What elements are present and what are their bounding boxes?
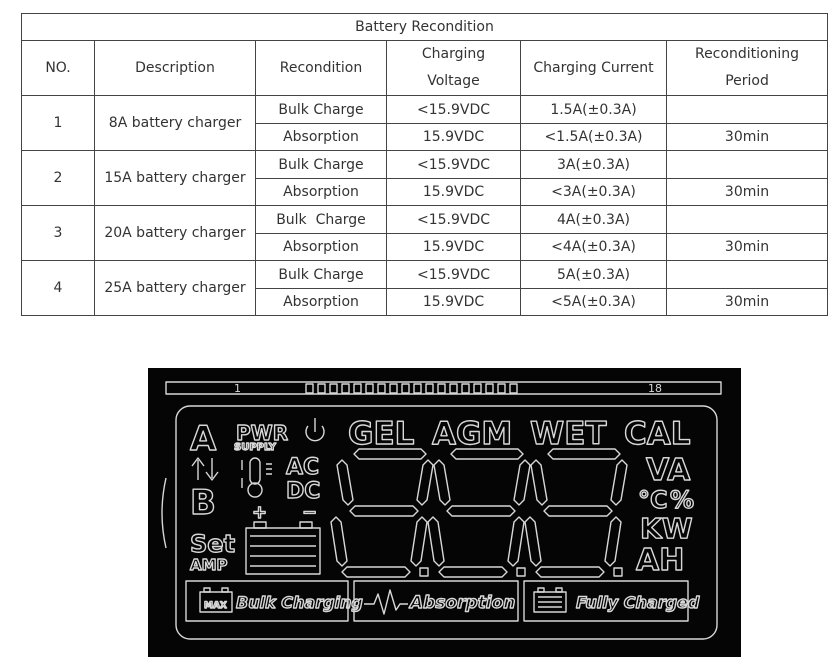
cell-voltage: <15.9VDC — [387, 151, 521, 179]
digit-segment — [447, 506, 515, 516]
row-no: 1 — [22, 96, 95, 151]
level-bar-segment — [318, 384, 325, 393]
cell-current: 5A(±0.3A) — [521, 261, 667, 289]
power-icon — [306, 418, 324, 441]
level-bar-segment — [438, 384, 445, 393]
label-kw: KW — [640, 512, 693, 545]
cell-current: <5A(±0.3A) — [521, 289, 667, 316]
cell-period — [667, 206, 828, 234]
level-bar-segment — [402, 384, 409, 393]
table-row — [22, 261, 828, 289]
digit-segment — [417, 460, 433, 505]
row-description: 20A battery charger — [95, 206, 256, 261]
label-va: VA — [646, 453, 691, 488]
table-row — [22, 96, 828, 124]
digit-segment — [411, 517, 427, 566]
cell-voltage: <15.9VDC — [387, 96, 521, 124]
row-no: 2 — [22, 151, 95, 206]
cell-current: <4A(±0.3A) — [521, 234, 667, 261]
table-row — [22, 151, 828, 179]
cell-recondition: Bulk Charge — [256, 261, 387, 289]
cell-recondition: Bulk Charge — [256, 151, 387, 179]
bar-start-label: 1 — [234, 382, 241, 395]
level-bar-segment — [342, 384, 349, 393]
digit-segment — [525, 517, 541, 566]
header-reconditioning-period: Reconditioning Period — [667, 41, 828, 96]
level-bar-segment — [498, 384, 505, 393]
digit-segment — [611, 460, 627, 505]
cell-recondition: Absorption — [256, 179, 387, 206]
swap-arrows-icon — [192, 458, 218, 480]
lcd-display — [148, 368, 741, 657]
level-bar-segment — [306, 384, 313, 393]
level-bar-segment — [450, 384, 457, 393]
battery-minus: − — [302, 502, 318, 523]
label-ah: AH — [636, 543, 685, 578]
cell-period: 30min — [667, 179, 828, 206]
cell-period — [667, 96, 828, 124]
cell-period — [667, 261, 828, 289]
level-bar-segments — [306, 384, 517, 393]
cell-period — [667, 151, 828, 179]
label-pwr: PWR — [236, 421, 289, 445]
digit-segment — [536, 567, 604, 577]
cell-current: 1.5A(±0.3A) — [521, 96, 667, 124]
label-wet: WET — [530, 416, 607, 452]
digit-segment — [428, 517, 444, 566]
row-description: 8A battery charger — [95, 96, 256, 151]
battery-plus: + — [252, 502, 268, 523]
digit-segment — [434, 460, 450, 505]
label-ac: AC — [286, 455, 320, 480]
row-description: 25A battery charger — [95, 261, 256, 316]
bar-end-label: 18 — [648, 382, 662, 395]
header-charging-current: Charging Current — [521, 41, 667, 96]
full-battery-icon — [534, 588, 566, 612]
digit-segment — [342, 567, 410, 577]
label-supply: SUPPLY — [234, 442, 277, 453]
label-dc: DC — [286, 479, 321, 504]
label-cal: CAL — [624, 416, 691, 452]
level-bar-segment — [330, 384, 337, 393]
cell-current: 3A(±0.3A) — [521, 151, 667, 179]
cell-recondition: Bulk Charge — [256, 206, 387, 234]
level-bar-segment — [390, 384, 397, 393]
level-bar-segment — [486, 384, 493, 393]
cell-recondition: Bulk Charge — [256, 96, 387, 124]
cell-period: 30min — [667, 124, 828, 151]
absorption-wave-icon — [364, 590, 408, 614]
cell-voltage: 15.9VDC — [387, 179, 521, 206]
label-gel: GEL — [348, 416, 415, 452]
label-bulk-charging: Bulk Charging — [236, 593, 363, 612]
cell-current: <3A(±0.3A) — [521, 179, 667, 206]
row-no: 3 — [22, 206, 95, 261]
label-percent: % — [670, 486, 695, 514]
digit-segment — [337, 460, 353, 505]
label-agm: AGM — [432, 416, 513, 452]
header-charging-voltage: Charging Voltage — [387, 41, 521, 96]
level-bar-segment — [366, 384, 373, 393]
cell-voltage: <15.9VDC — [387, 261, 521, 289]
cell-current: 4A(±0.3A) — [521, 206, 667, 234]
label-a: A — [190, 419, 217, 459]
label-fully-charged: Fully Charged — [576, 593, 700, 612]
cell-current: <1.5A(±0.3A) — [521, 124, 667, 151]
cell-recondition: Absorption — [256, 124, 387, 151]
lcd-left-bracket — [162, 478, 166, 548]
table-row — [22, 206, 828, 234]
cell-voltage: 15.9VDC — [387, 289, 521, 316]
decimal-point — [420, 568, 428, 576]
level-bar-segment — [510, 384, 517, 393]
row-no: 4 — [22, 261, 95, 316]
level-bar-segment — [462, 384, 469, 393]
level-bar-segment — [474, 384, 481, 393]
header-description: Description — [95, 41, 256, 96]
header-recondition: Recondition — [256, 41, 387, 96]
digit-segment — [514, 460, 530, 505]
cell-voltage: <15.9VDC — [387, 206, 521, 234]
cell-period: 30min — [667, 234, 828, 261]
cell-voltage: 15.9VDC — [387, 234, 521, 261]
level-bar-segment — [426, 384, 433, 393]
level-bar-segment — [378, 384, 385, 393]
cell-recondition: Absorption — [256, 289, 387, 316]
max-icon-label: MAX — [204, 601, 227, 611]
digit-segment — [331, 517, 347, 566]
battery-icon — [246, 522, 320, 574]
digit-segment — [439, 567, 507, 577]
lcd-segments — [148, 368, 741, 657]
label-degc: °C — [638, 486, 668, 514]
label-set: Set — [190, 530, 236, 558]
row-description: 15A battery charger — [95, 151, 256, 206]
digit-segment — [531, 460, 547, 505]
seven-segment-digits — [331, 449, 627, 577]
header-no: NO. — [22, 41, 95, 96]
decimal-point — [517, 568, 525, 576]
cell-voltage: 15.9VDC — [387, 124, 521, 151]
table-title: Battery Recondition — [22, 14, 828, 41]
digit-segment — [544, 506, 612, 516]
level-bar-segment — [414, 384, 421, 393]
cell-recondition: Absorption — [256, 234, 387, 261]
decimal-point — [614, 568, 622, 576]
label-absorption: Absorption — [410, 593, 516, 613]
recondition-table — [21, 13, 828, 316]
thermometer-icon — [242, 458, 272, 497]
level-bar-segment — [354, 384, 361, 393]
label-b: B — [190, 483, 216, 523]
digit-segment — [508, 517, 524, 566]
label-amp: AMP — [190, 556, 228, 574]
cell-period: 30min — [667, 289, 828, 316]
digit-segment — [350, 506, 418, 516]
digit-segment — [605, 517, 621, 566]
